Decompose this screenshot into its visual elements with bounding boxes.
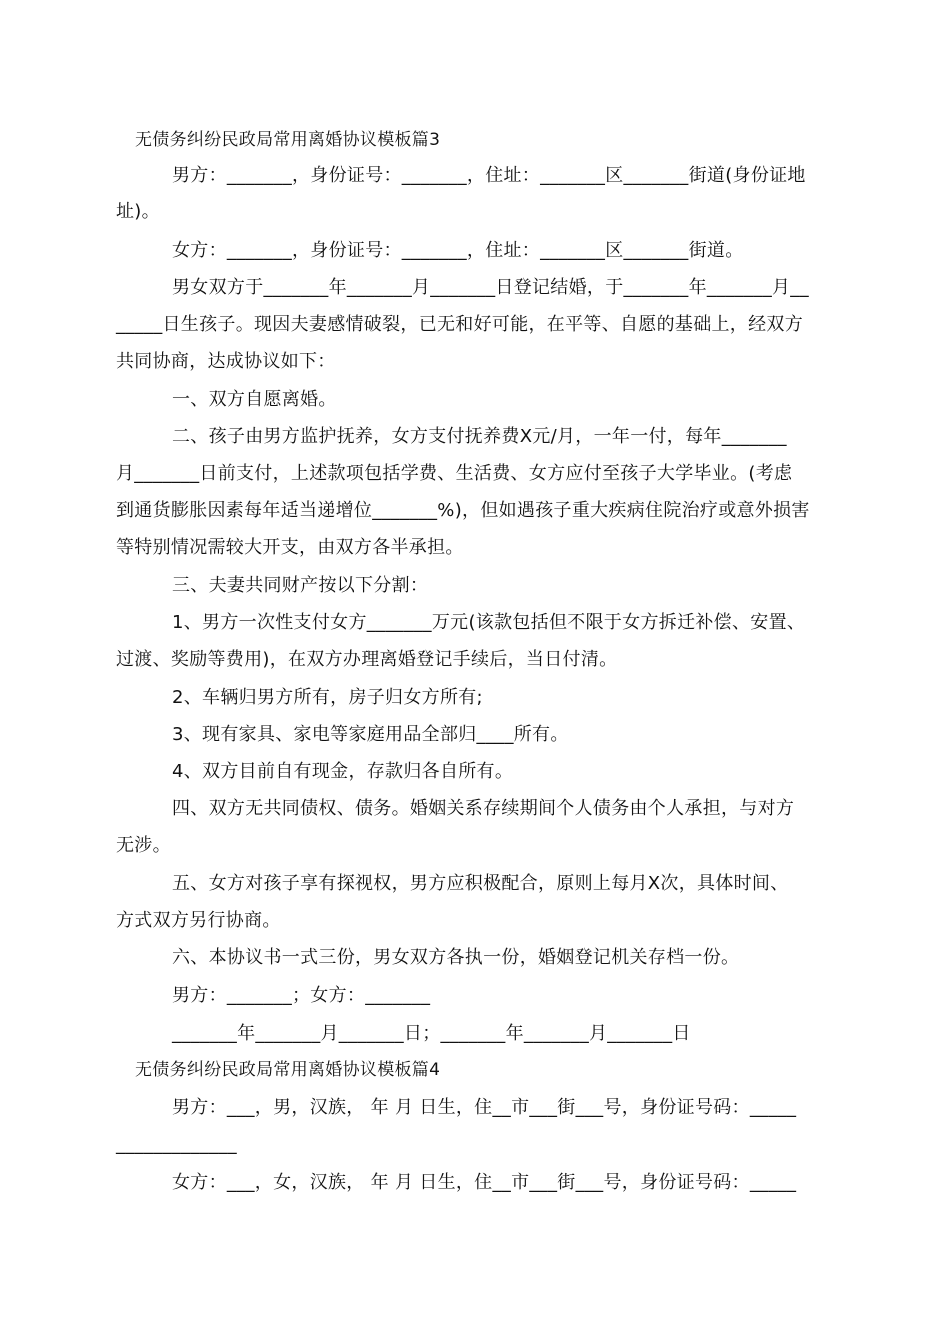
paragraph-line: 过渡、奖励等费用)，在双方办理离婚登记手续后，当日付清。 bbox=[116, 649, 618, 670]
paragraph-line: 女方：_______，身份证号：_______，住址：_______区_______街道。 bbox=[172, 240, 744, 261]
section-3-title: 无债务纠纷民政局常用离婚协议模板篇3 bbox=[135, 130, 441, 150]
paragraph-line: 4、双方目前自有现金，存款归各自所有。 bbox=[172, 761, 514, 782]
paragraph-line: 男女双方于_______年_______月_______日登记结婚，于_______年_______月__ bbox=[172, 277, 809, 298]
paragraph-line: 月_______日前支付，上述款项包括学费、生活费、女方应付至孩子大学毕业。(考虑 bbox=[116, 463, 793, 484]
paragraph-line: 1、男方一次性支付女方_______万元(该款包括但不限于女方拆迁补偿、安置、 bbox=[172, 612, 806, 633]
paragraph-line: 四、双方无共同债权、债务。婚姻关系存续期间个人债务由个人承担，与对方 bbox=[172, 798, 795, 819]
paragraph-line: 男方：___，男，汉族， 年 月 日生，住__市___街___号，身份证号码：_____ bbox=[172, 1097, 797, 1118]
date-line: _______年_______月_______日；_______年_______月_______日 bbox=[172, 1023, 691, 1044]
section-4-title: 无债务纠纷民政局常用离婚协议模板篇4 bbox=[135, 1060, 441, 1080]
paragraph-line: 女方：___，女，汉族， 年 月 日生，住__市___街___号，身份证号码：_____ bbox=[172, 1172, 797, 1193]
paragraph-line: 等特别情况需较大开支，由双方各半承担。 bbox=[116, 537, 464, 558]
paragraph-line: 方式双方另行协商。 bbox=[116, 910, 281, 931]
paragraph-line: 三、夫妻共同财产按以下分割： bbox=[172, 575, 429, 596]
paragraph-line: 共同协商，达成协议如下： bbox=[116, 351, 336, 372]
paragraph-line: 址)。 bbox=[116, 201, 160, 222]
signature-line: 男方：_______；女方：_______ bbox=[172, 985, 431, 1006]
paragraph-line: 2、车辆归男方所有，房子归女方所有; bbox=[172, 687, 483, 708]
paragraph-line: 六、本协议书一式三份，男女双方各执一份，婚姻登记机关存档一份。 bbox=[172, 947, 740, 968]
paragraph-line: _____________ bbox=[116, 1134, 237, 1155]
paragraph-line: 3、现有家具、家电等家庭用品全部归____所有。 bbox=[172, 724, 569, 745]
paragraph-line: 一、双方自愿离婚。 bbox=[172, 389, 337, 410]
paragraph-line: 五、女方对孩子享有探视权，男方应积极配合，原则上每月X次，具体时间、 bbox=[172, 873, 789, 894]
paragraph-line: _____日生孩子。现因夫妻感情破裂，已无和好可能，在平等、自愿的基础上，经双方 bbox=[116, 314, 803, 335]
paragraph-line: 男方：_______，身份证号：_______，住址：_______区_______街道(身份证地 bbox=[172, 165, 806, 186]
paragraph-line: 到通货膨胀因素每年适当递增位_______%)，但如遇孩子重大疾病住院治疗或意外损害 bbox=[116, 500, 810, 521]
paragraph-line: 二、孩子由男方监护抚养，女方支付抚养费X元/月，一年一付，每年_______ bbox=[172, 426, 787, 447]
paragraph-line: 无涉。 bbox=[116, 835, 171, 856]
